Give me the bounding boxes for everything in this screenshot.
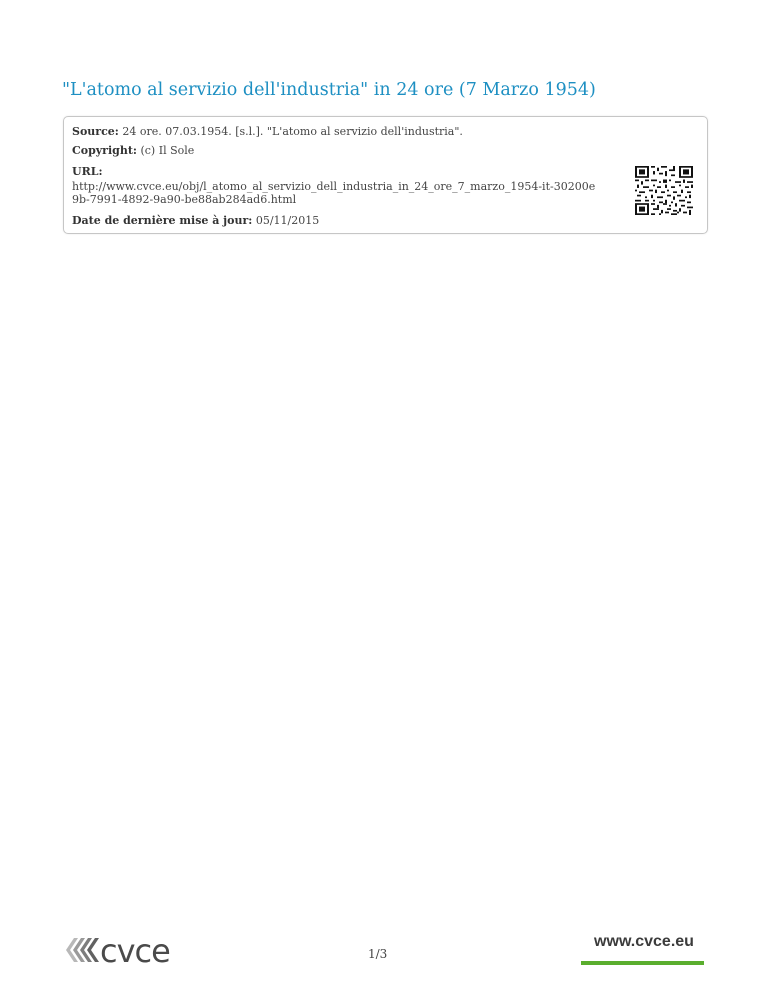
document-info-box	[63, 116, 708, 234]
source-value: 24 ore. 07.03.1954. [s.l.]. "L'atomo al servizio dell'industria".	[118, 125, 463, 138]
last-updated-label: Date de dernière mise à jour:	[72, 214, 253, 227]
last-updated-line	[72, 214, 319, 227]
site-underline-bar	[581, 961, 704, 965]
source-line	[72, 125, 463, 138]
copyright-line	[72, 144, 194, 157]
source-label: Source:	[72, 125, 119, 138]
cvce-logo	[64, 932, 204, 968]
page-number: 1/3	[368, 947, 388, 961]
url-label: URL:	[72, 165, 103, 178]
logo-wordmark: cvce	[100, 932, 170, 968]
url-link[interactable]: http://www.cvce.eu/obj/l_atomo_al_servizio_dell_industria_in_24_ore_7_marzo_1954-it-30200e9b-7991-4892-9a90-be88ab284ad6.html	[72, 180, 596, 206]
logo-bars-icon	[66, 938, 99, 962]
last-updated-value: 05/11/2015	[252, 214, 320, 227]
copyright-label: Copyright:	[72, 144, 137, 157]
copyright-value: (c) Il Sole	[136, 144, 195, 157]
qr-code	[635, 166, 693, 215]
document-title: "L'atomo al servizio dell'industria" in 24 ore (7 Marzo 1954)	[62, 80, 596, 100]
site-url[interactable]: www.cvce.eu	[594, 933, 694, 950]
